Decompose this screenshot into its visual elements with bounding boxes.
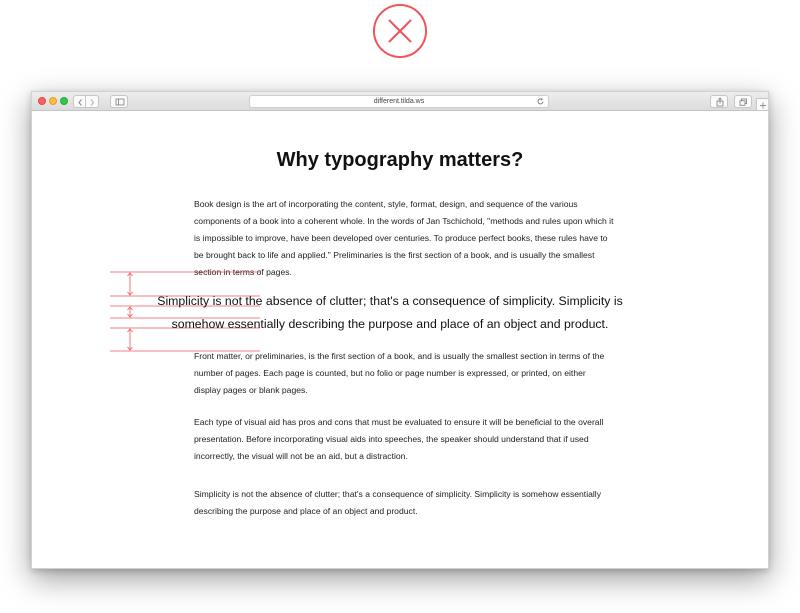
x-circle-icon <box>372 3 428 59</box>
browser-window <box>31 91 769 569</box>
url-text: different.tilda.ws <box>373 98 425 105</box>
minimize-window-button[interactable] <box>49 97 57 105</box>
back-button[interactable] <box>73 95 86 108</box>
address-bar[interactable] <box>249 95 549 108</box>
reload-icon[interactable] <box>536 97 545 106</box>
body-paragraph: Front matter, or preliminaries, is the first section of a book, and is usually the smallest section in terms of the number of pages. Each page is counted, but no folio or page number is expressed, or printed, on either display pages or blank pages. <box>194 351 605 395</box>
close-window-button[interactable] <box>38 97 46 105</box>
page-content <box>32 112 768 569</box>
body-paragraph: Each type of visual aid has pros and cons that must be evaluated to ensure it will be beneficial to the overall presentation. Before incorporating visual aids into speeches, the speaker should understand that if used incorrectly, the visual will not be an aid, but a distraction. <box>194 417 604 461</box>
share-button[interactable] <box>710 95 728 108</box>
chevron-right-icon <box>86 96 99 109</box>
maximize-window-button[interactable] <box>60 97 68 105</box>
plus-icon <box>757 99 769 112</box>
body-paragraph: Book design is the art of incorporating the content, style, format, design, and sequence of the various components of a book into a coherent whole. In the words of Jan Tschichold, "methods and rules upon which it is impossible to improve, have been developed over centuries. To produce perfect books, these rules have to be brought back to life and applied." Preliminaries is the first section of a book, and is usually the smallest section in terms of pages. <box>194 199 614 277</box>
browser-toolbar <box>32 92 768 111</box>
tabs-icon <box>735 96 753 109</box>
body-paragraph: Simplicity is not the absence of clutter; that's a consequence of simplicity. Simplicity is somehow essentially describing the purpose and place of an object and product. <box>194 489 601 516</box>
sidebar-icon <box>111 96 129 109</box>
sidebar-toggle-button[interactable] <box>110 95 128 108</box>
new-tab-button[interactable] <box>756 98 768 111</box>
page-title: Why typography matters? <box>276 149 524 171</box>
show-tabs-button[interactable] <box>734 95 752 108</box>
share-icon <box>711 96 729 109</box>
pull-quote: Simplicity is not the absence of clutter; that's a consequence of simplicity. Simplicity is somehow essentially describing the purpose and place of an object and product. <box>157 294 623 331</box>
forward-button[interactable] <box>86 95 99 108</box>
